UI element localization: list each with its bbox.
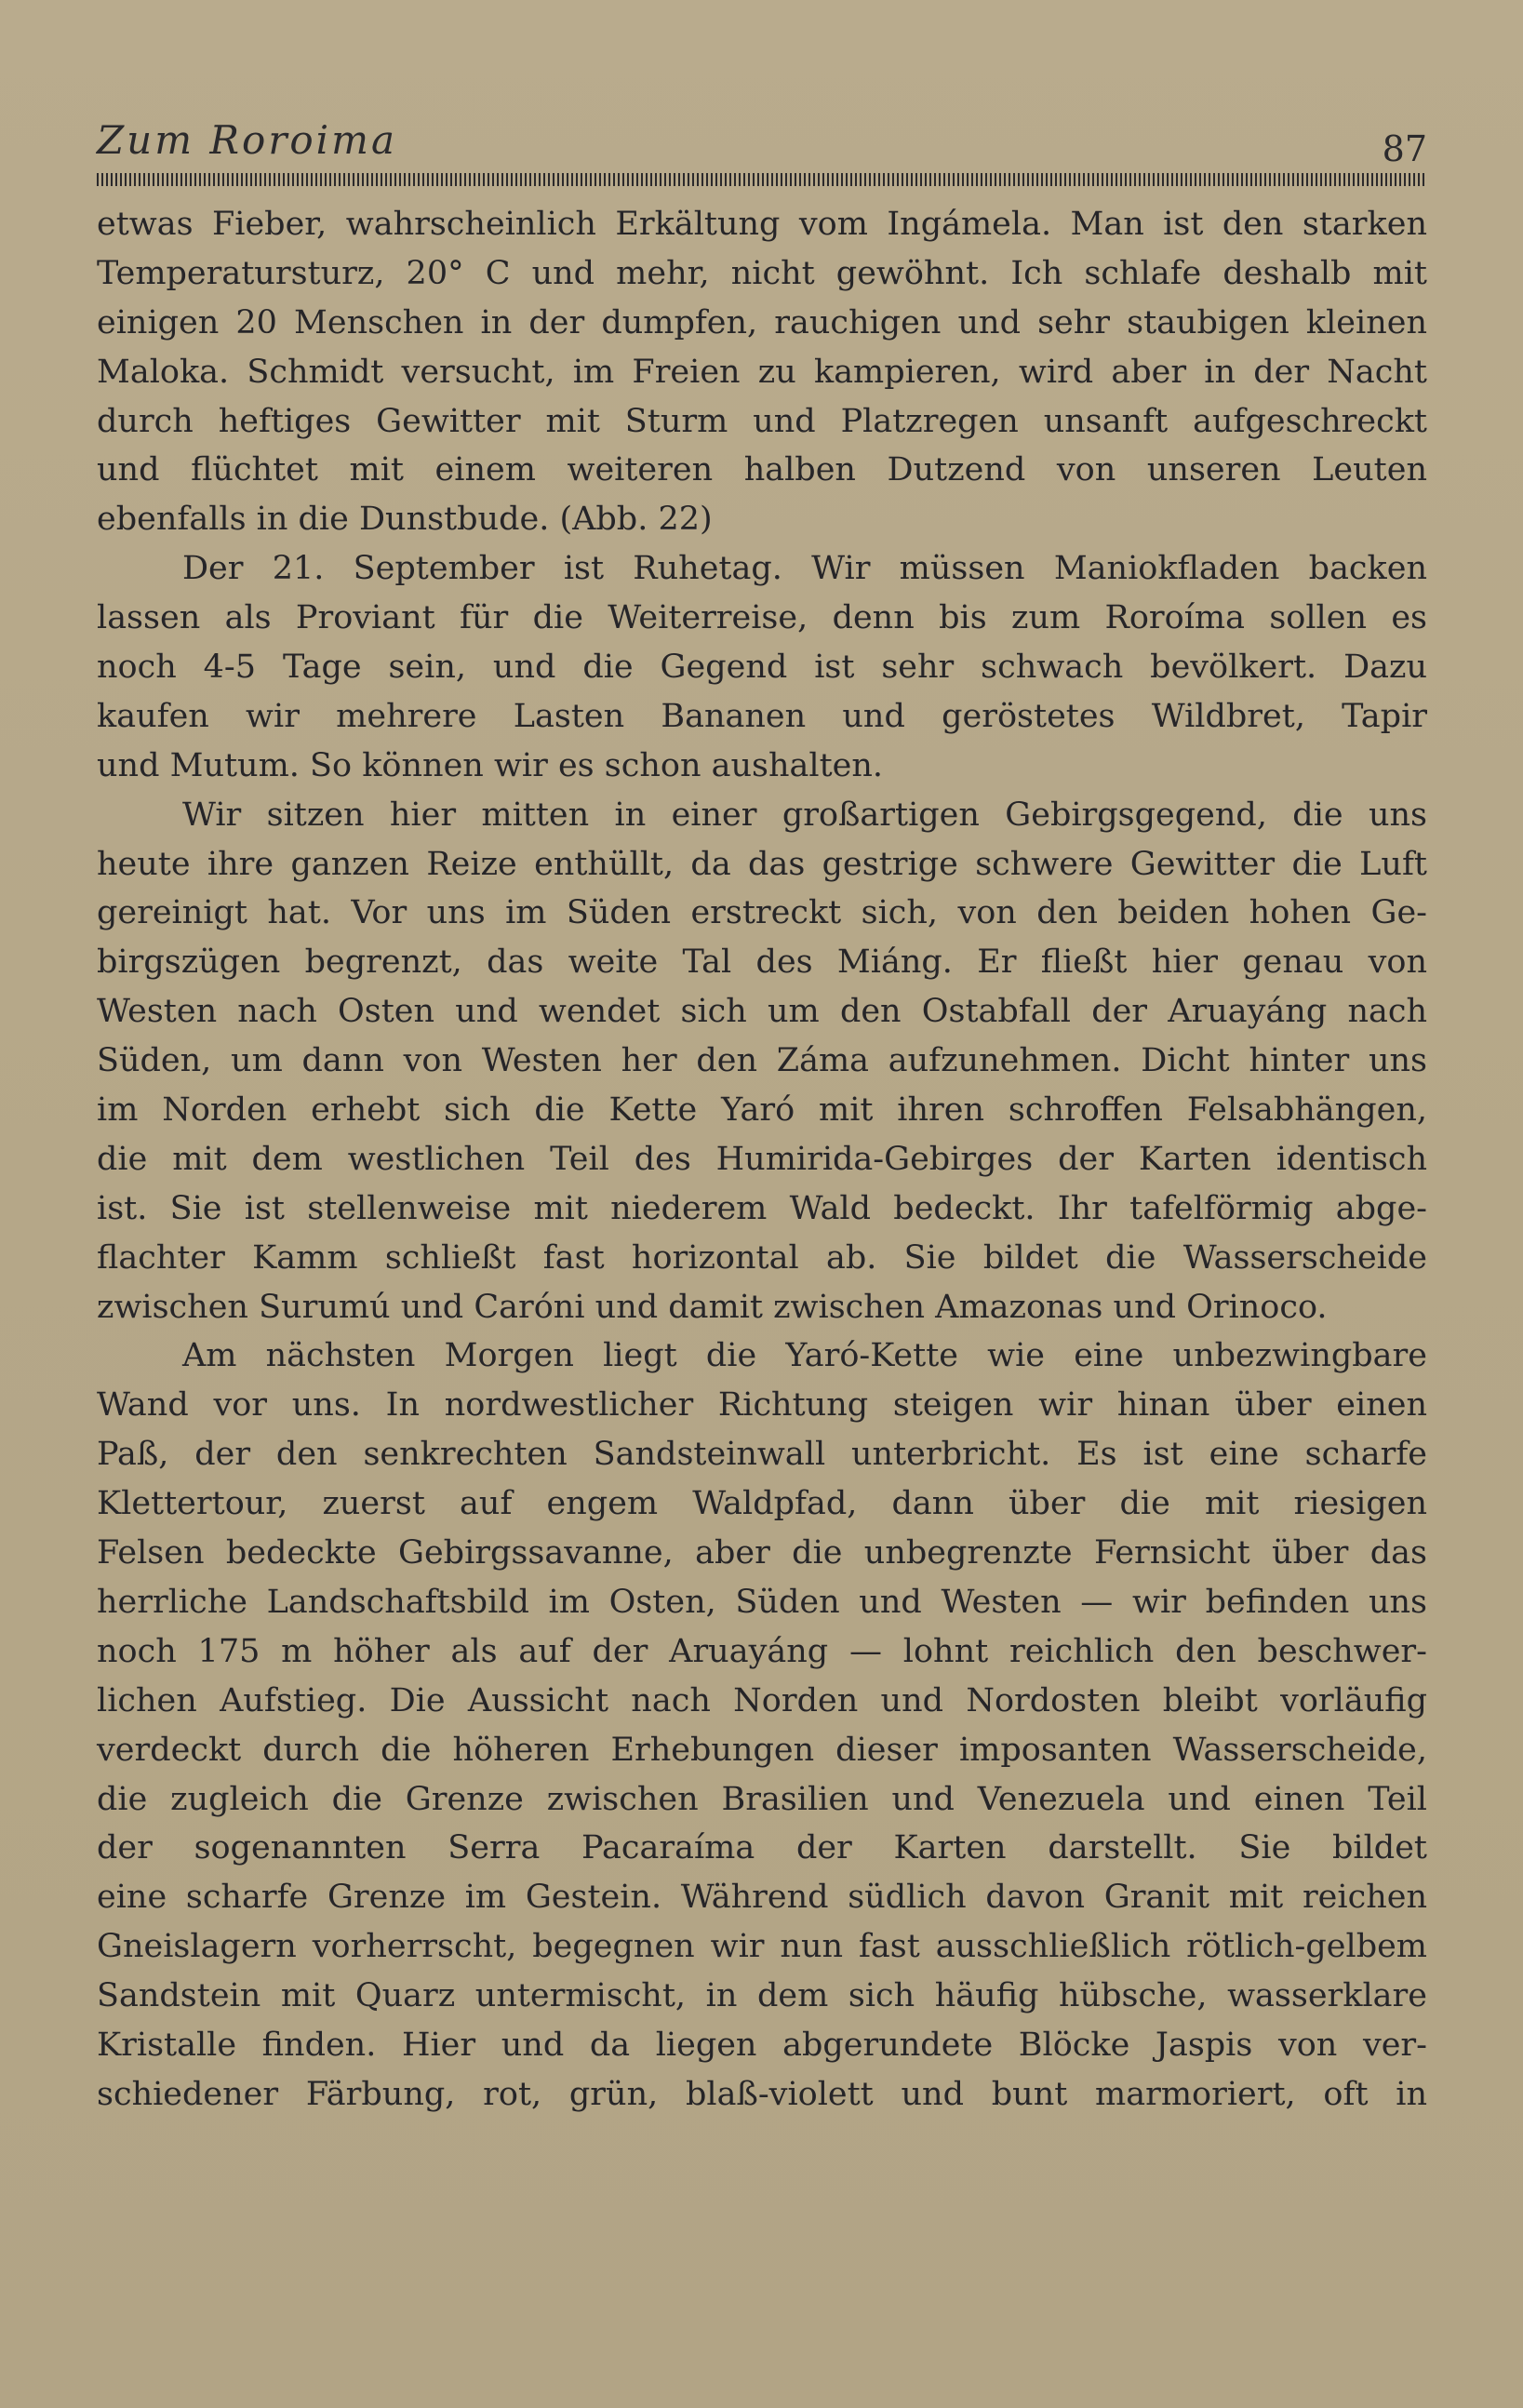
text-line: Temperatursturz, 20° C und mehr, nicht gewöhnt. Ich schlafe deshalb mit — [97, 254, 1427, 292]
text-line: lichen Aufstieg. Die Aussicht nach Norden und Nordosten bleibt vorläufig — [97, 1681, 1427, 1719]
text-line: schiedener Färbung, rot, grün, blaß-violett und bunt marmoriert, oft in — [97, 2075, 1427, 2113]
text-line: noch 4-5 Tage sein, und die Gegend ist sehr schwach bevölkert. Dazu — [97, 649, 1427, 687]
text-line: Maloka. Schmidt versucht, im Freien zu kampieren, wird aber in der Nacht — [97, 353, 1427, 391]
header-rule — [97, 173, 1427, 186]
text-line: etwas Fieber, wahrscheinlich Erkältung vom Ingámela. Man ist den starken — [97, 206, 1427, 243]
text-line: Wand vor uns. In nordwestlicher Richtung steigen wir hinan über einen — [97, 1386, 1427, 1425]
text-line: gereinigt hat. Vor uns im Süden erstreckt sich, von den beiden hohen Ge- — [97, 894, 1427, 932]
text-line: Am nächsten Morgen liegt die Yaró-Kette wie eine unbezwingbare — [182, 1337, 1427, 1375]
text-line: Süden, um dann von Westen her den Záma aufzunehmen. Dicht hinter uns — [97, 1042, 1427, 1080]
text-line: und Mutum. So können wir es schon aushalten. — [97, 746, 884, 784]
text-line: birgszügen begrenzt, das weite Tal des Miáng. Er fließt hier genau von — [97, 943, 1427, 982]
text-line: verdeckt durch die höheren Erhebungen dieser imposanten Wasserscheide, — [97, 1731, 1427, 1769]
text-line: zwischen Surumú und Caróni und damit zwischen Amazonas und Orinoco. — [97, 1288, 1328, 1326]
text-line: und flüchtet mit einem weiteren halben Dutzend von unseren Leuten — [97, 451, 1427, 489]
text-line: Klettertour, zuerst auf engem Waldpfad, dann über die mit riesigen — [97, 1485, 1427, 1523]
text-line: ebenfalls in die Dunstbude. (Abb. 22) — [97, 501, 713, 539]
text-line: heute ihre ganzen Reize enthüllt, da das gestrige schwere Gewitter die Luft — [97, 845, 1427, 883]
text-line: noch 175 m höher als auf der Aruayáng — lohnt reichlich den beschwer- — [97, 1632, 1427, 1670]
text-line: im Norden erhebt sich die Kette Yaró mit ihren schroffen Felsabhängen, — [97, 1091, 1427, 1130]
text-line: Kristalle finden. Hier und da liegen abgerundete Blöcke Jaspis von ver- — [97, 2026, 1427, 2064]
text-line: Paß, der den senkrechten Sandsteinwall unterbricht. Es ist eine scharfe — [97, 1436, 1427, 1474]
body-text — [97, 200, 1427, 2120]
text-line: einigen 20 Menschen in der dumpfen, rauchigen und sehr staubigen kleinen — [97, 303, 1427, 341]
running-head: Zum Roroima — [97, 117, 397, 163]
text-line: Westen nach Osten und wendet sich um den Ostabfall der Aruayáng nach — [97, 993, 1427, 1031]
text-line: eine scharfe Grenze im Gestein. Während südlich davon Granit mit reichen — [97, 1879, 1427, 1917]
text-line: Felsen bedeckte Gebirgssavanne, aber die unbegrenzte Fernsicht über das — [97, 1534, 1427, 1572]
text-line: der sogenannten Serra Pacaraíma der Karten darstellt. Sie bildet — [97, 1829, 1427, 1867]
text-line: Sandstein mit Quarz untermischt, in dem sich häufig hübsche, wasserklare — [97, 1977, 1427, 2015]
text-line: kaufen wir mehrere Lasten Bananen und geröstetes Wildbret, Tapir — [97, 697, 1427, 735]
text-line: herrliche Landschaftsbild im Osten, Süden und Westen — wir befinden uns — [97, 1583, 1427, 1621]
page-number: 87 — [1382, 128, 1427, 169]
text-line: Gneislagern vorherrscht, begegnen wir nun fast ausschließlich rötlich-gelbem — [97, 1928, 1427, 1966]
text-line: die zugleich die Grenze zwischen Brasilien und Venezuela und einen Teil — [97, 1780, 1427, 1818]
text-line: Der 21. September ist Ruhetag. Wir müssen Maniokfladen backen — [182, 550, 1427, 588]
text-line: Wir sitzen hier mitten in einer großartigen Gebirgsgegend, die uns — [182, 796, 1427, 834]
page-header — [97, 110, 1427, 169]
text-line: durch heftiges Gewitter mit Sturm und Platzregen unsanft aufgeschreckt — [97, 402, 1427, 440]
text-line: die mit dem westlichen Teil des Humirida-Gebirges der Karten identisch — [97, 1140, 1427, 1178]
text-line: lassen als Proviant für die Weiterreise, denn bis zum Roroíma sollen es — [97, 599, 1427, 637]
text-line: ist. Sie ist stellenweise mit niederem Wald bedeckt. Ihr tafelförmig abge- — [97, 1189, 1427, 1227]
text-line: flachter Kamm schließt fast horizontal ab. Sie bildet die Wasserscheide — [97, 1238, 1427, 1277]
